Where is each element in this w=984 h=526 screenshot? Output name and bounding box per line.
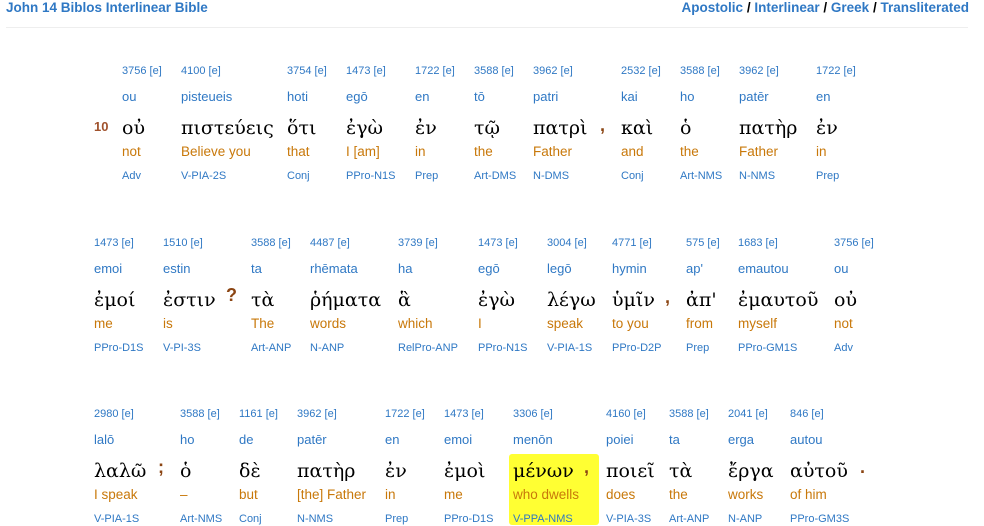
transliteration-link[interactable]: patri — [533, 89, 559, 104]
parsing-link[interactable]: Prep — [686, 342, 710, 354]
greek-word: ἀπ' — [686, 289, 717, 311]
greek-word: καὶ — [621, 117, 654, 139]
english-gloss: I — [478, 316, 482, 331]
greek-word: λέγω — [547, 289, 596, 311]
parsing-link[interactable]: PPro-D2P — [612, 342, 662, 354]
parsing-link[interactable]: RelPro-ANP — [398, 342, 458, 354]
strongs-number-link[interactable]: 4160 [e] — [606, 408, 646, 420]
word-column — [621, 64, 661, 183]
strongs-number-link[interactable]: 3739 [e] — [398, 237, 438, 249]
strongs-number-link[interactable]: 4100 [e] — [181, 65, 221, 77]
parsing-link[interactable]: V-PIA-3S — [606, 513, 652, 525]
english-gloss: Believe you — [181, 144, 251, 159]
punctuation-question: ? — [226, 285, 237, 305]
punctuation-semicolon: ; — [158, 457, 164, 477]
strongs-number-link[interactable]: 3588 [e] — [251, 237, 291, 249]
word-column — [122, 64, 162, 183]
english-gloss: – — [180, 487, 188, 502]
strongs-number-link[interactable]: 3588 [e] — [669, 408, 709, 420]
page-header — [0, 0, 984, 22]
greek-word: λαλῶ — [94, 460, 147, 482]
word-column — [680, 64, 722, 183]
greek-word: ὁ — [680, 117, 692, 139]
greek-word: πατὴρ — [297, 460, 356, 482]
strongs-number-link[interactable]: 575 [e] — [686, 237, 720, 249]
strongs-number-link[interactable]: 1473 [e] — [346, 65, 386, 77]
english-gloss: speak — [547, 316, 584, 331]
transliteration-link[interactable]: ou — [834, 261, 849, 276]
greek-word: τὰ — [251, 289, 275, 311]
punctuation-period: . — [860, 457, 866, 477]
parsing-link[interactable]: Art-ANP — [251, 342, 292, 354]
word-column — [816, 64, 856, 183]
strongs-number-link[interactable]: 2041 [e] — [728, 408, 768, 420]
verse-number: 10 — [94, 119, 109, 134]
parsing-link[interactable]: V-PI-3S — [163, 342, 201, 354]
transliteration-link[interactable]: legō — [547, 261, 572, 276]
transliteration-link[interactable]: emoi — [444, 432, 473, 447]
word-column — [834, 236, 874, 355]
transliteration-link[interactable]: ta — [669, 432, 680, 447]
parsing-link[interactable]: PPro-D1S — [94, 342, 144, 354]
punctuation-comma: , — [600, 115, 606, 135]
greek-word: ἐμοὶ — [444, 460, 486, 482]
strongs-number-link[interactable]: 1722 [e] — [415, 65, 455, 77]
word-column — [180, 407, 222, 526]
transliteration-link[interactable]: ta — [251, 261, 262, 276]
word-column — [669, 407, 709, 526]
transliteration-link[interactable]: poiei — [606, 432, 634, 447]
word-column — [739, 64, 797, 183]
transliteration-link[interactable]: ho — [680, 89, 695, 104]
word-column — [163, 236, 216, 355]
english-gloss: does — [606, 487, 636, 502]
parsing-link[interactable]: V-PIA-1S — [547, 342, 593, 354]
greek-word: ἐμαυτοῦ — [738, 289, 819, 311]
punctuation-comma: , — [584, 457, 590, 477]
word-column — [94, 236, 144, 355]
greek-word: ἐμοί — [94, 289, 136, 311]
greek-word: οὐ — [834, 289, 857, 311]
english-gloss: which — [398, 316, 433, 331]
greek-word: ἐγὼ — [478, 289, 516, 311]
highlighted-word-content — [513, 407, 595, 526]
word-column — [251, 236, 291, 355]
strongs-number-link[interactable]: 3588 [e] — [180, 408, 220, 420]
english-gloss: and — [621, 144, 644, 159]
word-column — [239, 407, 278, 526]
english-gloss: is — [163, 316, 173, 331]
greek-word: ποιεῖ — [606, 460, 655, 482]
greek-word: ὁ — [180, 460, 192, 482]
nav-separator: / — [872, 0, 881, 15]
strongs-number-link[interactable]: 3962 [e] — [739, 65, 779, 77]
transliteration-link[interactable]: estin — [163, 261, 191, 276]
parsing-link[interactable]: V-PIA-1S — [94, 513, 140, 525]
transliteration-link[interactable]: patēr — [297, 432, 327, 447]
strongs-number-link[interactable]: 4771 [e] — [612, 237, 652, 249]
transliteration-link[interactable]: ou — [122, 89, 137, 104]
greek-word: πατρὶ — [533, 117, 588, 139]
version-nav — [682, 0, 969, 15]
parsing-link[interactable]: V-PPA-NMS — [513, 513, 573, 525]
transliteration-link[interactable]: en — [415, 89, 430, 104]
parsing-link[interactable]: PPro-D1S — [444, 513, 494, 525]
strongs-number-link[interactable]: 1473 [e] — [94, 237, 134, 249]
word-column — [398, 236, 458, 355]
transliteration-link[interactable]: hoti — [287, 89, 308, 104]
transliteration-link[interactable]: ap' — [686, 261, 703, 276]
strongs-number-link[interactable]: 4487 [e] — [310, 237, 350, 249]
strongs-number-link[interactable]: 3588 [e] — [474, 65, 514, 77]
strongs-number-link[interactable]: 1722 [e] — [816, 65, 856, 77]
parsing-link[interactable]: N-DMS — [533, 170, 570, 182]
word-column — [385, 407, 425, 526]
parsing-link[interactable]: Art-DMS — [474, 170, 517, 182]
parsing-link[interactable]: N-NMS — [297, 513, 334, 525]
parsing-link[interactable]: Prep — [385, 513, 409, 525]
greek-word: ἐν — [385, 460, 407, 482]
transliteration-link[interactable]: pisteueis — [181, 89, 233, 104]
word-column — [474, 64, 516, 183]
parsing-link[interactable]: Conj — [621, 170, 644, 182]
english-gloss: in — [816, 144, 827, 159]
strongs-number-link[interactable]: 3306 [e] — [513, 408, 553, 420]
word-column — [686, 236, 720, 355]
header-divider — [6, 27, 968, 28]
transliteration-link[interactable]: patēr — [739, 89, 769, 104]
english-gloss: in — [415, 144, 426, 159]
word-column — [310, 236, 381, 355]
english-gloss: the — [474, 144, 493, 159]
parsing-link[interactable]: Prep — [415, 170, 439, 182]
english-gloss: who dwells — [513, 487, 580, 502]
parsing-link[interactable]: N-ANP — [728, 513, 763, 525]
parsing-link[interactable]: V-PIA-2S — [181, 170, 227, 182]
transliteration-link[interactable]: emautou — [738, 261, 789, 276]
greek-word: μένων — [513, 460, 574, 482]
greek-word: ῥήματα — [310, 289, 382, 311]
word-column — [738, 236, 818, 355]
strongs-number-link[interactable]: 1683 [e] — [738, 237, 778, 249]
word-column — [287, 64, 327, 183]
word-column — [612, 236, 662, 355]
english-gloss: me — [444, 487, 463, 502]
strongs-number-link[interactable]: 3588 [e] — [680, 65, 720, 77]
english-gloss: The — [251, 316, 275, 331]
english-gloss: the — [669, 487, 688, 502]
word-column — [606, 407, 655, 526]
english-gloss: from — [686, 316, 713, 331]
nav-link-transliterated[interactable]: Transliterated — [880, 0, 969, 15]
parsing-link[interactable]: N-ANP — [310, 342, 345, 354]
english-gloss: but — [239, 487, 258, 502]
punctuation-comma: , — [665, 287, 671, 307]
greek-word: πατὴρ — [739, 117, 798, 139]
strongs-number-link[interactable]: 3962 [e] — [297, 408, 337, 420]
strongs-number-link[interactable]: 3756 [e] — [834, 237, 874, 249]
parsing-link[interactable]: Conj — [287, 170, 310, 182]
parsing-link[interactable]: Prep — [816, 170, 840, 182]
english-gloss: not — [834, 316, 853, 331]
greek-word: ἔργα — [728, 460, 774, 482]
parsing-link[interactable]: PPro-GM1S — [738, 342, 798, 354]
greek-word: πιστεύεις — [181, 117, 274, 139]
transliteration-link[interactable]: egō — [478, 261, 500, 276]
greek-word: αὐτοῦ — [790, 460, 848, 482]
greek-word: ἐν — [816, 117, 838, 139]
transliteration-link[interactable]: tō — [474, 89, 485, 104]
greek-word: δὲ — [239, 460, 261, 482]
english-gloss: words — [310, 316, 347, 331]
transliteration-link[interactable]: ho — [180, 432, 195, 447]
parsing-link[interactable]: Art-NMS — [680, 170, 723, 182]
word-column — [513, 407, 595, 526]
strongs-number-link[interactable]: 1722 [e] — [385, 408, 425, 420]
nav-link-greek[interactable]: Greek — [830, 0, 870, 15]
word-column — [415, 64, 455, 183]
greek-word: τὰ — [669, 460, 693, 482]
strongs-number-link[interactable]: 1161 [e] — [239, 408, 278, 420]
word-column — [94, 407, 146, 526]
word-column — [346, 64, 396, 183]
strongs-number-link[interactable]: 3754 [e] — [287, 65, 327, 77]
english-gloss: that — [287, 144, 310, 159]
nav-link-interlinear[interactable]: Interlinear — [754, 0, 820, 15]
word-column — [478, 236, 528, 355]
transliteration-link[interactable]: en — [385, 432, 400, 447]
transliteration-link[interactable]: erga — [728, 432, 755, 447]
nav-separator: / — [746, 0, 755, 15]
parsing-link[interactable]: PPro-N1S — [478, 342, 528, 354]
greek-word: ἐγὼ — [346, 117, 384, 139]
greek-word: ἐν — [415, 117, 437, 139]
word-column — [533, 64, 587, 183]
transliteration-link[interactable]: emoi — [94, 261, 123, 276]
english-gloss: me — [94, 316, 113, 331]
transliteration-link[interactable]: rhēmata — [310, 261, 358, 276]
parsing-link[interactable]: PPro-N1S — [346, 170, 396, 182]
parsing-link[interactable]: Adv — [122, 170, 141, 182]
word-column — [297, 407, 366, 526]
english-gloss: not — [122, 144, 141, 159]
english-gloss: myself — [738, 316, 778, 331]
transliteration-link[interactable]: ha — [398, 261, 413, 276]
strongs-number-link[interactable]: 1473 [e] — [444, 408, 484, 420]
parsing-link[interactable]: N-NMS — [739, 170, 776, 182]
english-gloss: works — [728, 487, 764, 502]
english-gloss: the — [680, 144, 699, 159]
greek-word: ἃ — [398, 289, 411, 311]
strongs-number-link[interactable]: 3004 [e] — [547, 237, 587, 249]
english-gloss: in — [385, 487, 396, 502]
strongs-number-link[interactable]: 1473 [e] — [478, 237, 518, 249]
transliteration-link[interactable]: lalō — [94, 432, 115, 447]
strongs-number-link[interactable]: 2980 [e] — [94, 408, 134, 420]
transliteration-link[interactable]: egō — [346, 89, 368, 104]
greek-word: ἐστιν — [163, 289, 216, 311]
parsing-link[interactable]: PPro-GM3S — [790, 513, 850, 525]
word-column — [547, 236, 596, 355]
strongs-number-link[interactable]: 846 [e] — [790, 408, 824, 420]
greek-word: ὅτι — [287, 117, 317, 139]
transliteration-link[interactable]: autou — [790, 432, 823, 447]
parsing-link[interactable]: Art-ANP — [669, 513, 710, 525]
english-gloss: to you — [612, 316, 649, 331]
greek-word: οὐ — [122, 117, 145, 139]
strongs-number-link[interactable]: 3756 [e] — [122, 65, 162, 77]
english-gloss: I [am] — [346, 144, 380, 159]
english-gloss: Father — [533, 144, 573, 159]
parsing-link[interactable]: Art-NMS — [180, 513, 223, 525]
english-gloss: I speak — [94, 487, 138, 502]
strongs-number-link[interactable]: 3962 [e] — [533, 65, 573, 77]
word-column — [444, 407, 494, 526]
greek-word: ὑμῖν — [612, 289, 655, 311]
word-column — [790, 407, 849, 526]
strongs-number-link[interactable]: 1510 [e] — [163, 237, 203, 249]
transliteration-link[interactable]: menōn — [513, 432, 553, 447]
word-column — [728, 407, 774, 526]
greek-word: τῷ — [474, 117, 501, 139]
nav-separator: / — [823, 0, 831, 15]
transliteration-link[interactable]: kai — [621, 89, 638, 104]
nav-link-apostolic[interactable]: Apostolic — [681, 0, 744, 15]
page-title: John 14 Biblos Interlinear Bible — [6, 0, 208, 15]
english-gloss: Father — [739, 144, 779, 159]
strongs-number-link[interactable]: 2532 [e] — [621, 65, 661, 77]
parsing-link[interactable]: Conj — [239, 513, 262, 525]
transliteration-link[interactable]: de — [239, 432, 254, 447]
english-gloss: [the] Father — [297, 487, 367, 502]
parsing-link[interactable]: Adv — [834, 342, 853, 354]
transliteration-link[interactable]: hymin — [612, 261, 647, 276]
word-column — [181, 64, 274, 183]
transliteration-link[interactable]: en — [816, 89, 831, 104]
english-gloss: of him — [790, 487, 827, 502]
